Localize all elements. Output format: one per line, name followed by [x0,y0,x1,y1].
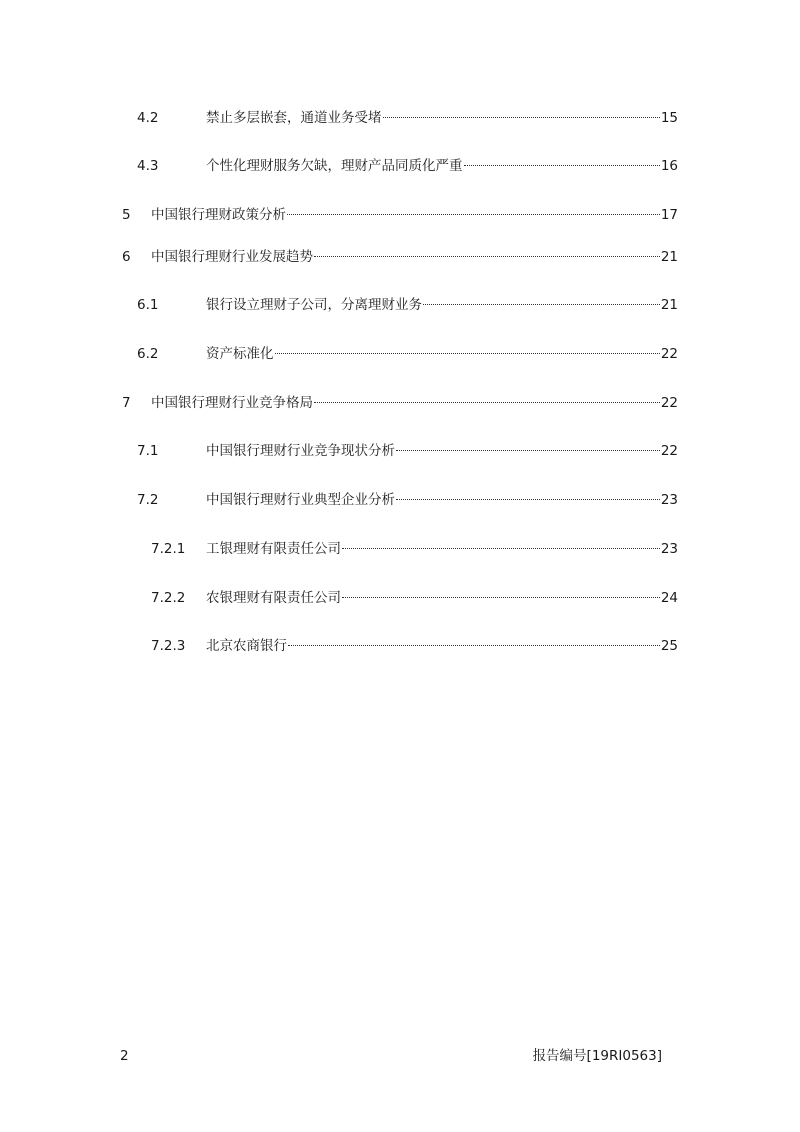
dot-leader [342,548,660,549]
toc-entry-line [206,295,678,315]
toc-entry-7-2[interactable] [0,490,800,510]
toc-entry-page: 25 [660,638,678,654]
toc-entry-number: 7.2 [137,492,159,508]
dot-leader [396,450,660,451]
toc-entry-7-2-3[interactable] [0,636,800,656]
toc-entry-title: 资产标准化 [206,346,274,362]
toc-entry-line [151,247,678,267]
toc-entry-line [206,108,678,128]
footer-page-number: 2 [120,1048,129,1064]
toc-entry-line [206,490,678,510]
toc-entry-number: 7.1 [137,443,159,459]
dot-leader [314,256,660,257]
dot-leader [275,353,660,354]
toc-entry-title: 北京农商银行 [206,638,287,654]
toc-entry-4-2[interactable] [0,108,800,128]
toc-entry-title: 中国银行理财行业发展趋势 [151,249,313,265]
toc-entry-number: 7.2.2 [151,590,186,606]
toc-entry-title: 个性化理财服务欠缺，理财产品同质化严重 [206,158,463,174]
toc-entry-line [206,344,678,364]
toc-entry-number: 5 [122,207,131,223]
toc-entry-line [206,588,678,608]
toc-entry-page: 23 [660,492,678,508]
toc-entry-number: 4.3 [137,158,159,174]
toc-entry-line [206,636,678,656]
toc-entry-6-1[interactable] [0,295,800,315]
toc-entry-number: 6.1 [137,297,159,313]
toc-entry-number: 6.2 [137,346,159,362]
toc-entry-page: 22 [660,443,678,459]
toc-entry-6[interactable] [0,247,800,267]
footer-report-number: 报告编号[19RI0563] [532,1048,662,1064]
dot-leader [314,402,660,403]
toc-entry-7-1[interactable] [0,441,800,461]
toc-entry-line [151,393,678,413]
toc-entry-page: 21 [660,297,678,313]
toc-entry-line [206,539,678,559]
toc-entry-page: 21 [660,249,678,265]
toc-entry-line [206,441,678,461]
toc-entry-7-2-2[interactable] [0,588,800,608]
toc-entry-title: 农银理财有限责任公司 [206,590,341,606]
toc-entry-number: 6 [122,249,131,265]
toc-entry-4-3[interactable] [0,156,800,176]
toc-entry-7-2-1[interactable] [0,539,800,559]
toc-entry-title: 银行设立理财子公司，分离理财业务 [206,297,422,313]
toc-entry-title: 工银理财有限责任公司 [206,541,341,557]
toc-entry-page: 17 [660,207,678,223]
toc-entry-title: 中国银行理财行业竞争格局 [151,395,313,411]
toc-entry-line [206,156,678,176]
dot-leader [287,214,660,215]
toc-entry-page: 24 [660,590,678,606]
toc-entry-page: 22 [660,346,678,362]
toc-entry-page: 16 [660,158,678,174]
toc-entry-number: 7 [122,395,131,411]
toc-entry-line [151,205,678,225]
toc-entry-5[interactable] [0,205,800,225]
toc-entry-number: 7.2.1 [151,541,186,557]
toc-entry-title: 中国银行理财行业典型企业分析 [206,492,395,508]
toc-entry-page: 22 [660,395,678,411]
toc-entry-7[interactable] [0,393,800,413]
dot-leader [423,304,660,305]
toc-entry-page: 15 [660,110,678,126]
dot-leader [396,499,660,500]
dot-leader [288,645,660,646]
toc-entry-title: 禁止多层嵌套，通道业务受堵 [206,110,382,126]
dot-leader [383,117,660,118]
toc-entry-6-2[interactable] [0,344,800,364]
dot-leader [464,165,660,166]
toc-entry-title: 中国银行理财行业竞争现状分析 [206,443,395,459]
dot-leader [342,597,660,598]
toc-entry-number: 4.2 [137,110,159,126]
toc-entry-page: 23 [660,541,678,557]
toc-entry-title: 中国银行理财政策分析 [151,207,286,223]
toc-entry-number: 7.2.3 [151,638,186,654]
